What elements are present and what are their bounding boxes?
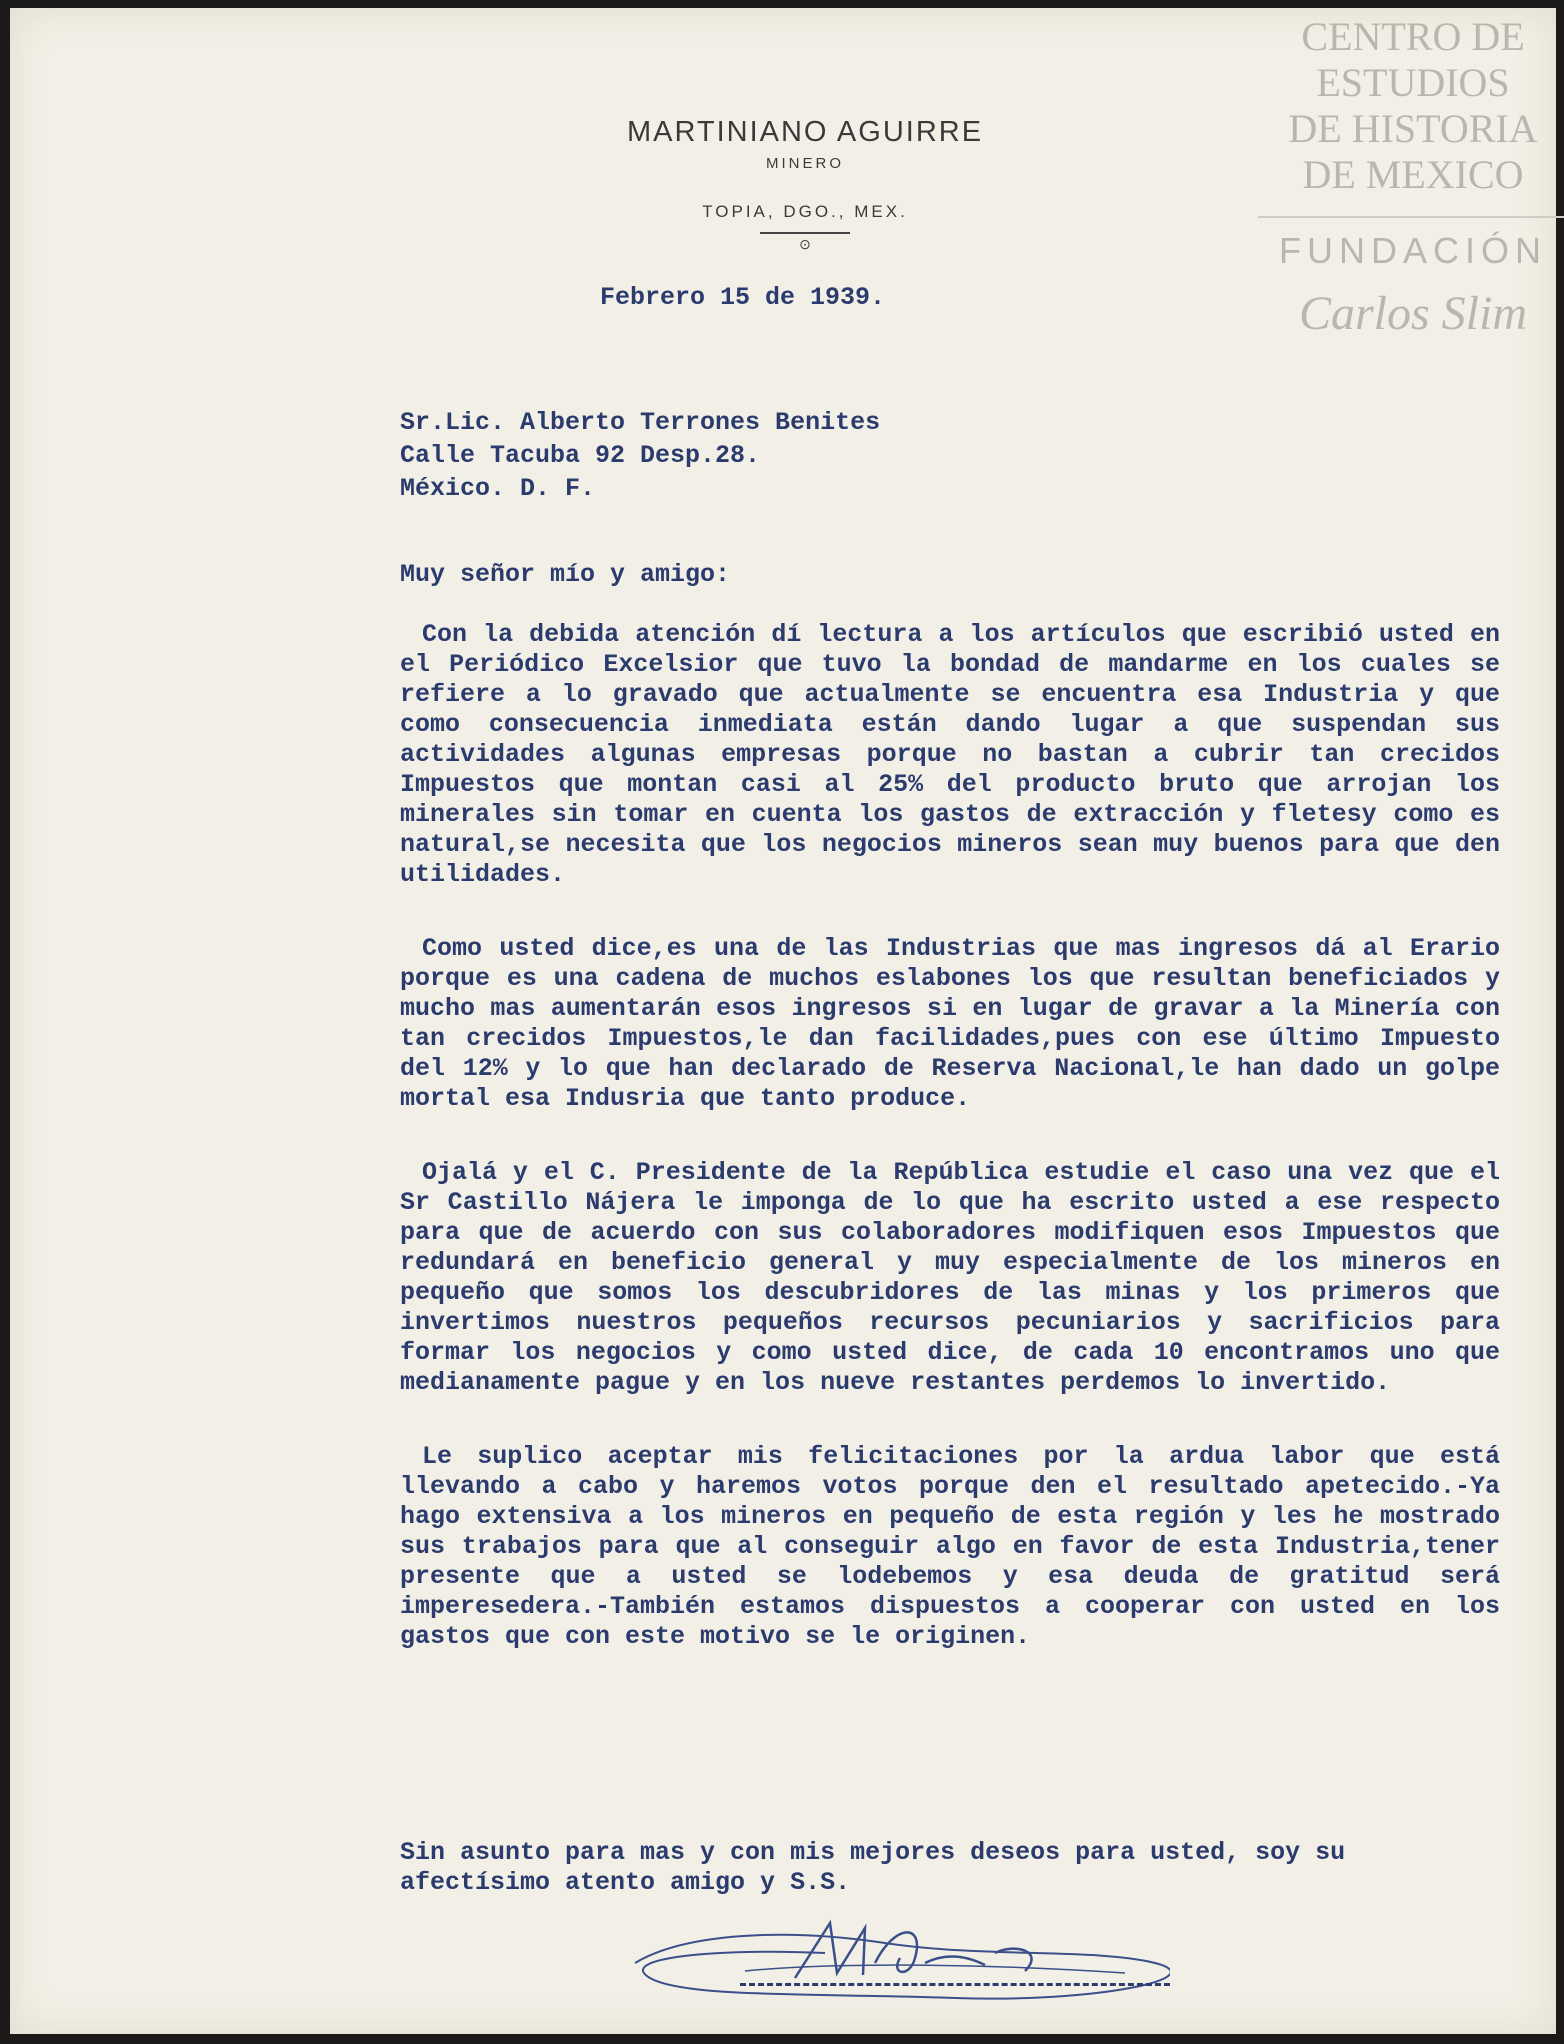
letterhead-occupation: MINERO xyxy=(766,155,844,172)
signature-line xyxy=(740,1983,1170,1986)
stamp-line: CENTRO DE xyxy=(1301,14,1525,59)
letterhead xyxy=(480,116,1130,253)
archive-stamp xyxy=(1258,14,1564,341)
stamp-line: DE HISTORIA xyxy=(1288,106,1538,151)
stamp-signature: Carlos Slim xyxy=(1298,287,1528,340)
addressee-block xyxy=(400,406,880,505)
letterhead-name: MARTINIANO AGUIRRE xyxy=(626,116,984,148)
salutation: Muy señor mío y amigo: xyxy=(400,560,731,589)
body-paragraph: Con la debida atención dí lectura a los artículos que escribió usted en el Periódico Excelsior que tuvo la bondad de mandarme en los cuales se refiere a lo gravado que actualmente se encuentra esa Industria y que como consecuencia inmediata están dando lugar a que suspendan sus actividades algunas empresas porque no bastan a cubrir tan crecidos Impuestos que montan casi al 25% del producto bruto que arrojan los minerales sin tomar en cuenta los gastos de extracción y fletesy como es natural,se necesita que los negocios mineros sean muy buenos para que den utilidades. xyxy=(400,620,1500,889)
body-paragraph: Ojalá y el C. Presidente de la República estudie el caso una vez que el Sr Castillo Nájera le imponga de lo que ha escrito usted a ese respecto para que de acuerdo con sus colaboradores modifiquen esos Impuestos que redundará en beneficio general y muy especialmente de los mineros en pequeño que somos los descubridores de las minas y los primeros que invertimos nuestros pequeños recursos pecuniarios y sacrificios para formar los negocios y como usted dice, de cada 10 encontramos uno que medianamente pague y en los nueve restantes perdemos lo invertido. xyxy=(400,1158,1500,1397)
body-paragraph: Como usted dice,es una de las Industrias que mas ingresos dá al Erario porque es una cadena de muchos eslabones los que resultan beneficiados y mucho mas aumentarán esos ingresos si en lugar de gravar a la Minería con tan crecidos Impuestos,le dan facilidades,pues con ese último Impuesto del 12% y lo que han declarado de Reserva Nacional,le han dado un golpe mortal esa Indusria que tanto produce. xyxy=(400,934,1500,1113)
stamp-line: DE MEXICO xyxy=(1302,152,1524,197)
addressee-line: Calle Tacuba 92 Desp.28. xyxy=(400,441,761,470)
addressee-line: México. D. F. xyxy=(400,474,596,503)
letter-page xyxy=(10,8,1556,2034)
stamp-line: ESTUDIOS xyxy=(1316,60,1510,105)
body-paragraph: Le suplico aceptar mis felicitaciones por la ardua labor que está llevando a cabo y haremos votos porque den el resultado apetecido.-Ya hago extensiva a los mineros en pequeño de esta región y les he mostrado sus trabajos para que al conseguir algo en favor de esta Industria,tener presente que a usted se lodebemos y esa deuda de gratitud será imperesedera.-También estamos dispuestos a cooperar con usted en los gastos que con este motivo se le originen. xyxy=(400,1442,1500,1651)
letterhead-rule xyxy=(760,232,850,234)
letterhead-place: TOPIA, DGO., MEX. xyxy=(702,202,908,221)
stamp-divider xyxy=(1258,216,1564,218)
handwritten-signature xyxy=(625,1903,1170,2013)
letter-date: Febrero 15 de 1939. xyxy=(600,283,886,312)
ornament-icon: ⊙ xyxy=(799,236,811,252)
closing: Sin asunto para mas y con mis mejores deseos para usted, soy su afectísimo atento amigo y S.S. xyxy=(400,1838,1346,1897)
addressee-line: Sr.Lic. Alberto Terrones Benites xyxy=(400,408,881,437)
stamp-foundation: FUNDACIÓN xyxy=(1279,230,1547,271)
letter-body xyxy=(400,620,1500,1696)
